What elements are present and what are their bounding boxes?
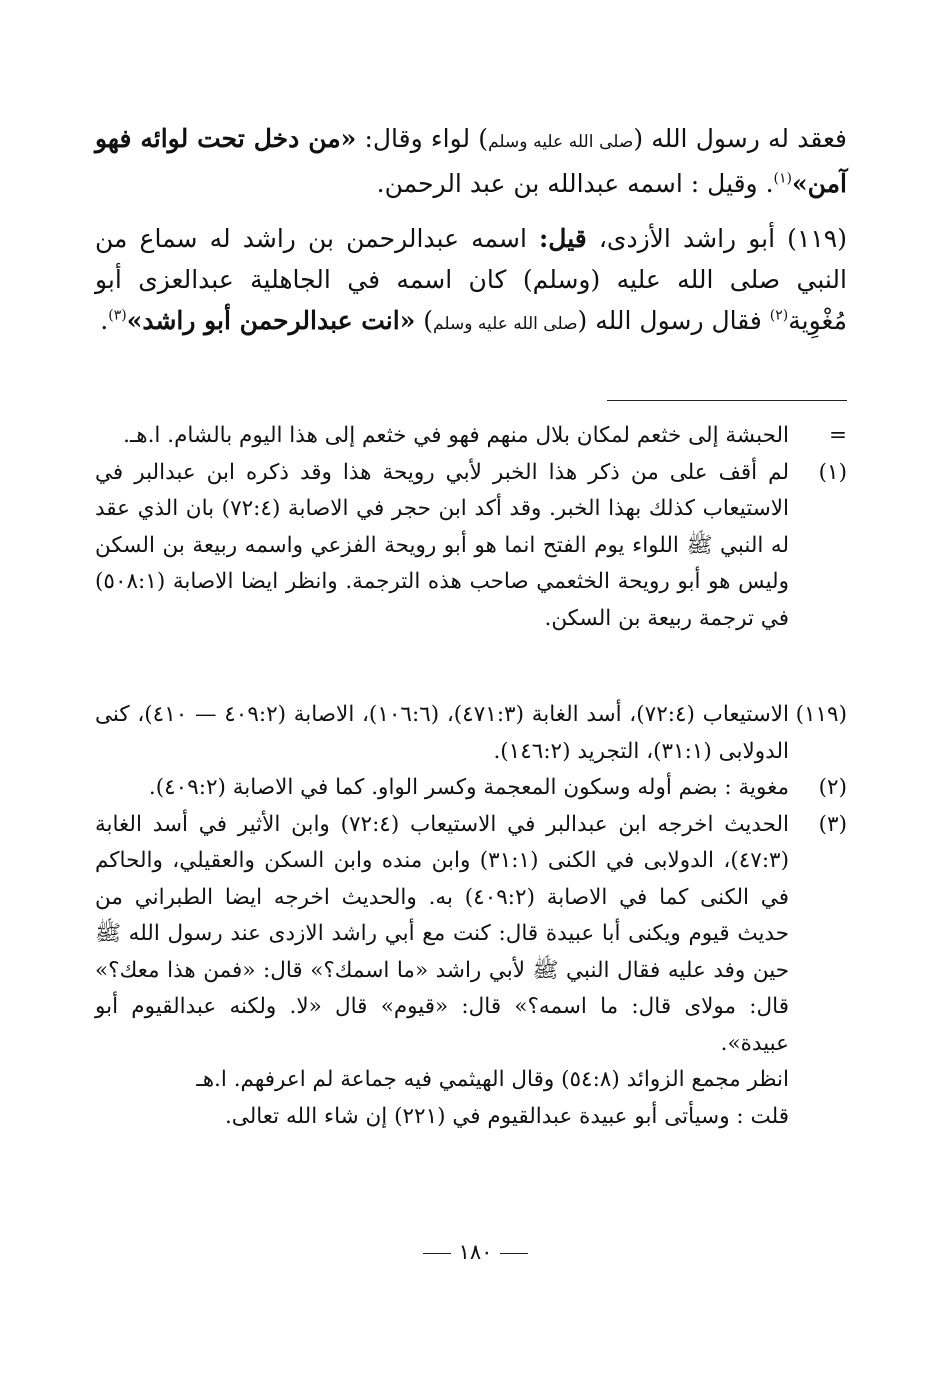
quoted-hadith: «من دخل تحت لوائه فهو آمن» — [95, 124, 847, 198]
footnote-119: (١١٩) الاستيعاب (٧٢:٤)، أسد الغابة (٤٧١:٣)، (١٠٦:٦)، الاصابة (٤٠٩:٢ — ٤١٠)، كنى الدولابى (٣١:١)، التجريد (١٤٦:٢). — [95, 702, 847, 764]
footnote-2: (٢) مغوية : بضم أوله وسكون المعجمة وكسر الواو. كما في الاصابة (٤٠٩:٢). — [148, 775, 847, 800]
salawat-glyph: صلى الله عليه وسلم — [488, 132, 634, 152]
paragraph-2: (١١٩) أبو راشد الأزدى، قيل: اسمه عبدالرحمن بن راشد له سماع من النبي صلى الله عليه (وسلم) كان اسمه في الجاهلية عبدالعزى أبو مُغْوِية$^{(٢)}$ فقال رسول الله (صلى الله عليه وسلم) «انت عبدالرحمن أبو راشد»$^{(٣)}$. — [95, 224, 847, 335]
footnotes-continued — [95, 418, 847, 637]
footnote-ref[interactable]: (١) — [773, 170, 792, 187]
footnotes-entry-119 — [95, 697, 847, 1135]
footnote-ref[interactable]: (٢) — [769, 307, 789, 324]
footnote-continuation: = الحبشة إلى خثعم لمكان بلال منهم فهو في خثعم إلى هذا اليوم بالشام. ا.هـ. — [123, 423, 847, 448]
page-number: ١٨٠ — [0, 1240, 951, 1264]
main-text — [95, 118, 847, 345]
quoted-hadith: «انت عبدالرحمن أبو راشد» — [126, 306, 416, 335]
paragraph-1: فعقد له رسول الله (صلى الله عليه وسلم) لواء وقال: «من دخل تحت لوائه فهو آمن»$^{(١)}$. وقيل : اسمه عبدالله بن عبد الرحمن. — [95, 124, 847, 198]
footnote-1: (١) لم أقف على من ذكر هذا الخبر لأبي رويحة هذا وقد ذكره ابن عبدالبر في الاستيعاب كذلك بهذا الخبر. وقد أكد ابن حجر في الاصابة (٧٢:٤) بان الذي عقد له النبي ﷺ اللواء يوم الفتح انما هو أبو رويحة الفزعي واسمه ربيعة بن السكن وليس هو أبو رويحة الخثعمي صاحب هذه الترجمة. وانظر ايضا الاصابة (٥٠٨:١) في ترجمة ربيعة بن السكن. — [95, 459, 847, 631]
footnote-3: (٣) الحديث اخرجه ابن عبدالبر في الاستيعاب (٧٢:٤) وابن الأثير في أسد الغابة (٤٧:٣)، الدولابى في الكنى (٣١:١) وابن منده وابن السكن والعقيلي، والحاكم في الكنى كما في الاصابة (٤٠٩:٢) به. والحديث اخرجه ايضا الطبراني من حديث قيوم ويكنى أبا عبيدة قال: كنت مع أبي راشد الازدى عند رسول الله ﷺ حين وفد عليه فقال النبي ﷺ لأبي راشد «ما اسمك؟» قال: «فمن هذا معك؟» قال: مولاى قال: ما اسمه؟» قال: «قيوم» قال «لا. ولكنه عبدالقيوم أبو عبيدة». انظر مجمع الزوائد (٥٤:٨) وقال الهيثمي فيه جماعة لم اعرفهم. ا.هـ قلت : وسيأتى أبو عبيدة عبدالقيوم في (٢٢١) إن شاء الله تعالى. — [95, 811, 847, 1129]
footnote-ref[interactable]: (٣) — [108, 307, 127, 324]
footnote-separator — [607, 400, 847, 401]
salawat-glyph: صلى الله عليه وسلم — [433, 314, 578, 334]
